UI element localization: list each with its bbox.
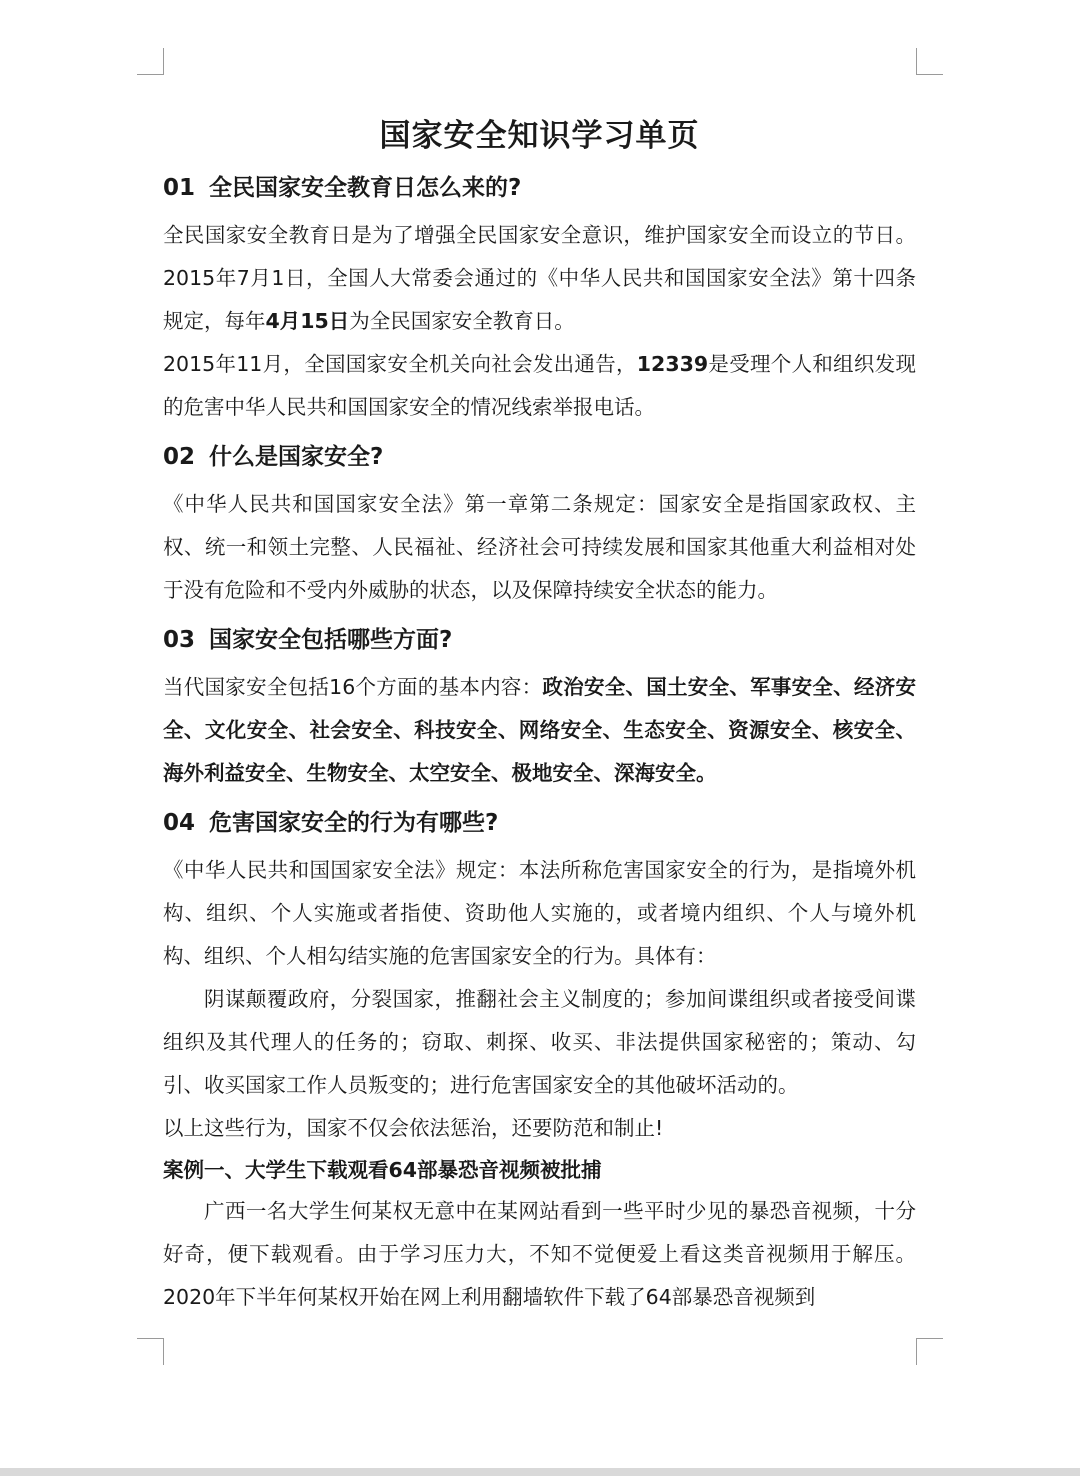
bold-run: 4月15日 <box>265 309 350 333</box>
paragraph <box>163 214 916 343</box>
paragraph-indented: 阴谋颠覆政府，分裂国家，推翻社会主义制度的；参加间谍组织或者接受间谍组织及其代理人的任务的；窃取、刺探、收买、非法提供国家秘密的；策动、勾引、收买国家工作人员叛变的；进行危害国家安全的其他破坏活动的。 <box>163 987 916 1097</box>
section-heading-02 <box>163 437 916 477</box>
text-run: 当代国家安全包括16个方面的基本内容： <box>163 675 543 699</box>
text-run: 为全民国家安全教育日。 <box>349 309 575 333</box>
text-run: 是受理个人和组织发现的危害中华人民共和国国家安全的情况线索举报电话。 <box>163 352 916 419</box>
text-run: 2015年11月，全国国家安全机关向社会发出通告， <box>163 352 637 376</box>
section-number: 02 <box>163 444 196 470</box>
corner-mark-top-right <box>916 48 943 75</box>
page-bottom-edge <box>0 1468 1080 1476</box>
corner-mark-top-left <box>137 48 164 75</box>
bold-run: 政治安全、国土安全、军事安全、经济安全、文化安全、社会安全、科技安全、网络安全、生态安全、资源安全、核安全、海外利益安全、生物安全、太空安全、极地安全、深海安全。 <box>163 675 916 785</box>
corner-mark-bottom-right <box>916 1338 943 1365</box>
section-number: 04 <box>163 810 196 836</box>
section-number: 03 <box>163 627 196 653</box>
paragraph: 《中华人民共和国国家安全法》规定：本法所称危害国家安全的行为，是指境外机构、组织、个人实施或者指使、资助他人实施的，或者境内组织、个人与境外机构、组织、个人相勾结实施的危害国家安全的行为。具体有： <box>163 858 916 968</box>
section-heading-03 <box>163 620 916 660</box>
section-heading-text: 什么是国家安全? <box>209 444 384 470</box>
page-title: 国家安全知识学习单页 <box>379 118 700 154</box>
document-body <box>163 112 916 1319</box>
section-heading-text: 国家安全包括哪些方面? <box>209 627 453 653</box>
corner-mark-bottom-left <box>137 1338 164 1365</box>
paragraph: 以上这些行为，国家不仅会依法惩治，还要防范和制止! <box>163 1116 664 1140</box>
paragraph <box>163 343 916 429</box>
bold-run: 12339 <box>636 352 709 376</box>
text-run: 全民国家安全教育日是为了增强全民国家安全意识，维护国家安全而设立的节日。2015年7月1日，全国人大常委会通过的《中华人民共和国国家安全法》第十四条规定，每年 <box>163 223 916 333</box>
section-heading-01 <box>163 168 916 208</box>
section-number: 01 <box>163 175 196 201</box>
section-heading-text: 全民国家安全教育日怎么来的? <box>209 175 522 201</box>
paragraph-indented: 广西一名大学生何某权无意中在某网站看到一些平时少见的暴恐音视频，十分好奇，便下载观看。由于学习压力大，不知不觉便爱上看这类音视频用于解压。2020年下半年何某权开始在网上利用翻墙软件下载了64部暴恐音视频到 <box>163 1199 916 1309</box>
paragraph: 《中华人民共和国国家安全法》第一章第二条规定：国家安全是指国家政权、主权、统一和领土完整、人民福祉、经济社会可持续发展和国家其他重大利益相对处于没有危险和不受内外威胁的状态，以及保障持续安全状态的能力。 <box>163 492 916 602</box>
section-heading-text: 危害国家安全的行为有哪些? <box>209 810 499 836</box>
paragraph <box>163 666 916 795</box>
section-heading-04 <box>163 803 916 843</box>
case-heading: 案例一、大学生下载观看64部暴恐音视频被批捕 <box>163 1158 602 1182</box>
